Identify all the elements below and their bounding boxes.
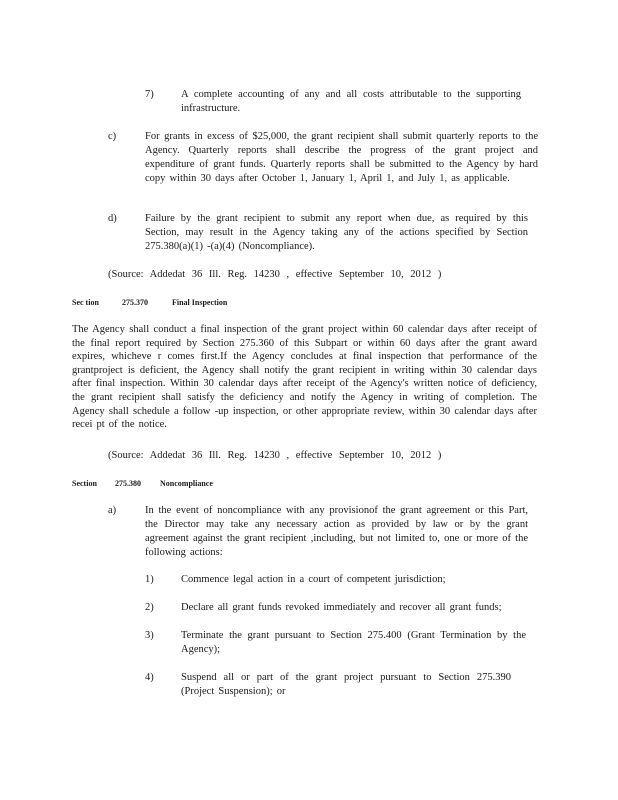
section-label: Sec tion	[72, 298, 99, 307]
item-number: d)	[108, 213, 117, 224]
item-number: 1)	[145, 574, 154, 585]
section-number: 275.370	[122, 298, 148, 307]
section-title: Noncompliance	[160, 479, 213, 488]
item-number: 4)	[145, 672, 154, 683]
item-text: Declare all grant funds revoked immediately and recover all grant funds;	[181, 602, 502, 613]
item-number: c)	[108, 131, 117, 142]
item-text: Suspend all or part of the grant project pursuant to Section 275.390 (Project Suspension); or	[181, 672, 511, 697]
item-number: 3)	[145, 630, 154, 641]
section-title: Final Inspection	[172, 298, 228, 307]
item-text: In the event of noncompliance with any provisionof the grant agreement or this Part, the Director may take any necessary action as provided by law or by the grant agreement against the grant recipient ,including, but not limited to, one or more of the following actions:	[145, 505, 528, 558]
section-paragraph: The Agency shall conduct a final inspection of the grant project within 60 calendar days after receipt of the final report required by Section 275.360 of this Subpart or within 60 days after the grant award expires, whicheve r comes first.If the Agency concludes at final inspection that performance of the grantproject is deficient, the Agency shall notify the grant recipient in writing within 30 calendar days after final inspection. Within 30 calendar days after receipt of the Agency's written notice of deficiency, the grant recipient shall satisfy the deficiency and notify the Agency in writing of completion. The Agency shall schedule a follow -up inspection, or other appropriate review, within 30 calendar days after recei pt of the notice.	[72, 324, 537, 431]
section-label: Section	[72, 479, 97, 488]
source-note: (Source: Addedat 36 Ill. Reg. 14230 , effective September 10, 2012 )	[108, 269, 442, 280]
item-text: For grants in excess of $25,000, the grant recipient shall submit quarterly reports to the Agency. Quarterly reports shall describe the progress of the grant project and expenditure of grant funds. Quarterly reports shall be submitted to the Agency by hard copy within 30 days after October 1, January 1, April 1, and July 1, as applicable.	[145, 131, 538, 184]
section-heading	[72, 297, 227, 309]
item-number: a)	[108, 505, 117, 516]
section-number: 275.380	[115, 479, 141, 488]
item-number: 2)	[145, 602, 154, 613]
item-text: A complete accounting of any and all costs attributable to the supporting infrastructure.	[181, 89, 521, 114]
source-note: (Source: Addedat 36 Ill. Reg. 14230 , effective September 10, 2012 )	[108, 450, 442, 461]
item-number: 7)	[145, 89, 154, 100]
section-heading	[72, 478, 213, 490]
item-text: Failure by the grant recipient to submit any report when due, as required by this Section, may result in the Agency taking any of the actions specified by Section 275.380(a)(1) -(a)(4) (Noncompliance).	[145, 213, 528, 252]
item-text: Terminate the grant pursuant to Section 275.400 (Grant Termination by the Agency);	[181, 630, 526, 655]
item-text: Commence legal action in a court of competent jurisdiction;	[181, 574, 446, 585]
